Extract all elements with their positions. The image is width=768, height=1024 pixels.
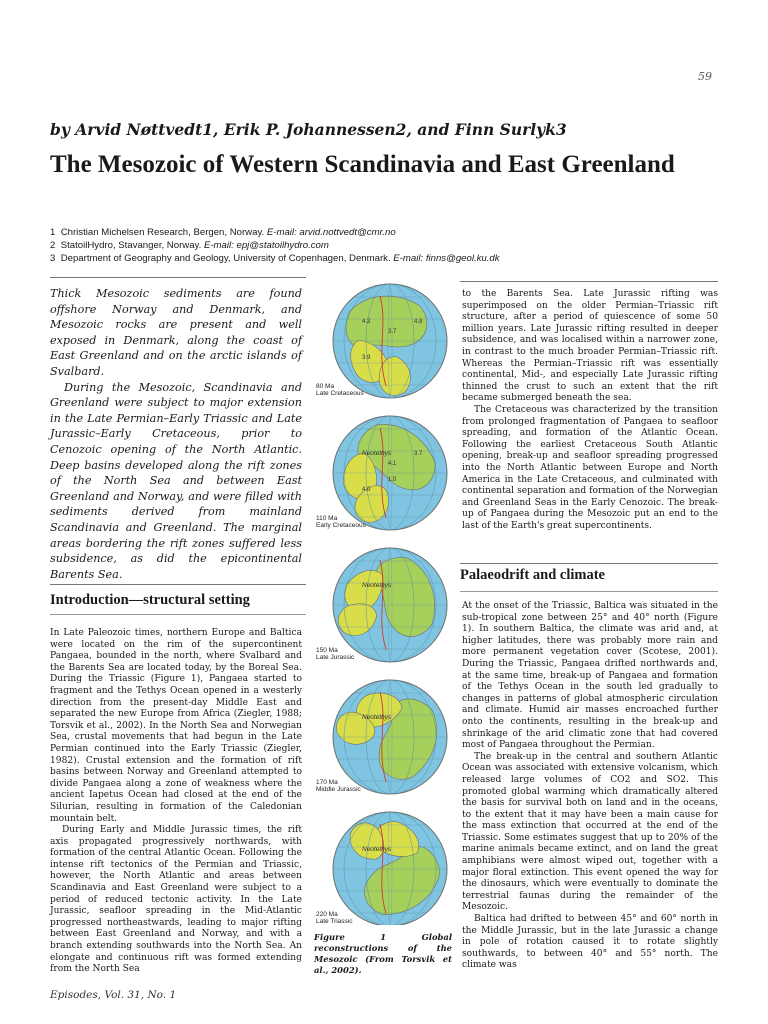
globe-age: 150 Ma <box>316 647 338 654</box>
divider <box>460 563 718 564</box>
globe-period: Late Jurassic <box>316 654 355 661</box>
abstract-paragraph: During the Mesozoic, Scandinavia and Greenland were subject to major extension in the Late Permian–Early Triassic and Late Jurassic–Early Cretaceous, prior to Cenozoic opening of the North Atlantic. Deep basins developed along the rift zones of the North Sea and between East Greenland and Norway, and were filled with sediments derived from mainland Scandinavia and Greenland. The marginal areas bordering the rift zones suffered less subsidence, as did the epicontinental Barents Sea. <box>50 380 302 581</box>
email-link[interactable]: finns@geol.ku.dk <box>425 253 500 264</box>
globe <box>316 548 447 662</box>
body-paragraph: In Late Paleozoic times, northern Europe and Baltica were located on the rim of the supercontinent Pangaea, bounded in the north, where Svalbard and the Barents Sea are located today, by the Boreal Sea. During the Triassic (Figure 1), Pangaea started to fragment and the Tethys Ocean opened in a westerly direction from the present-day Middle East and separated the new Europe from Africa (Ziegler, 1988; Torsvik et al., 2002). In the North Sea and Norwegian Sea, crustal movements that had begun in the Late Permian continued into the Early Triassic (Ziegler, 1982). Crustal extension and the formation of rift basins between Norway and Greenland attempted to divide Pangaea along a zone of weakness where the ancient Iapetus Ocean had closed at the end of the Silurian, resulting in formation of the Caledonian mountain belt. <box>50 628 302 824</box>
globe <box>316 284 447 402</box>
affiliation-1 <box>50 226 720 239</box>
affiliation-number: 3 <box>50 253 56 264</box>
figure-globes <box>314 283 452 925</box>
globe <box>316 411 447 530</box>
globe-label: Neotethys <box>362 846 392 853</box>
divider <box>50 584 306 585</box>
globe-label: Neotethys <box>362 450 392 457</box>
body-paragraph: to the Barents Sea. Late Jurassic rifting was superimposed on the older Permian–Triassic rift structure, after a period of quiescence of some 50 million years. Late Jurassic rifting resulted in deeper subsidence, and was localised within a narrower zone, in contrast to the much broader Permian–Triassic rift. Whereas the Permian–Triassic rift was essentially continental, Mid-, and especially Late Jurassic rifting thinned the crust to such an extent that the rift became submerged beneath the sea. <box>462 289 718 404</box>
divider <box>460 281 718 282</box>
globe-label: 4.8 <box>414 319 423 325</box>
globe-period: Late Triassic <box>316 918 353 925</box>
article-title: The Mesozoic of Western Scandinavia and East Greenland <box>50 151 675 178</box>
affiliation-number: 1 <box>50 227 56 238</box>
body-paragraph: The Cretaceous was characterized by the transition from prolonged fragmentation of Pangaea to seafloor spreading, and formation of the Atlantic Ocean. Following the earliest Cretaceous South Atlantic opening, break-up and seafloor spreading progressed into the North Atlantic between Europe and North America in the Late Cretaceous, and culminated with continental separation and formation of the Norwegian and Greenland Seas in the Early Cenozoic. The break-up of Pangaea during the Mesozoic put an end to the last of the Earth's great supercontinents. <box>462 404 718 531</box>
divider <box>50 614 306 615</box>
globe-label: Neotethys <box>362 714 392 721</box>
globe-label: 4.0 <box>362 487 371 493</box>
divider <box>460 591 718 592</box>
journal-footer: Episodes, Vol. 31, No. 1 <box>50 989 177 1001</box>
globe-label: 3.7 <box>388 329 397 335</box>
globe <box>316 680 448 794</box>
globe-period: Early Cretaceous <box>316 522 366 529</box>
globe-label: 3.7 <box>414 451 423 457</box>
email-label: E-mail: <box>203 240 234 251</box>
affiliation-text: Department of Geography and Geology, University of Copenhagen, Denmark. <box>60 253 391 264</box>
globe-period: Middle Jurassic <box>316 786 361 793</box>
body-column-right-bottom <box>462 601 718 972</box>
globe <box>316 812 451 925</box>
globe-age: 110 Ma <box>316 515 338 522</box>
section-heading-introduction: Introduction—structural setting <box>50 592 250 608</box>
globe-age: 170 Ma <box>316 779 338 786</box>
affiliation-number: 2 <box>50 240 56 251</box>
globe-label: 3.9 <box>362 355 371 361</box>
globe-age: 220 Ma <box>316 911 338 918</box>
affiliation-2 <box>50 239 720 252</box>
email-label: E-mail: <box>393 253 424 264</box>
affiliation-text: Christian Michelsen Research, Bergen, Norway. <box>60 227 265 238</box>
globe-label: 4.1 <box>388 461 397 467</box>
body-paragraph: Baltica had drifted to between 45° and 60° north in the Middle Jurassic, but in the late Jurassic a change in pole of rotation caused it to rotate slightly southwards, to between 40° and 55° north. The climate was <box>462 914 718 971</box>
globe-label: Neotethys <box>362 582 392 589</box>
email-link[interactable]: arvid.nottvedt@cmr.no <box>299 227 396 238</box>
divider <box>50 277 306 278</box>
section-heading-palaeodrift: Palaeodrift and climate <box>460 567 605 583</box>
globe-age: 80 Ma <box>316 383 335 390</box>
email-link[interactable]: epj@statoilhydro.com <box>236 240 329 251</box>
email-label: E-mail: <box>266 227 297 238</box>
affiliations <box>50 226 720 265</box>
figure-caption: Figure 1 Global reconstructions of the Mesozoic (From Torsvik et al., 2002). <box>314 932 452 975</box>
abstract <box>50 286 302 582</box>
globe-period: Late Cretaceous <box>316 390 364 397</box>
body-paragraph: The break-up in the central and southern Atlantic Ocean was associated with extensive volcanism, which released large volumes of CO2 and SO2. This promoted global warming which dramatically altered the basis for survival both on land and in the oceans, to the extent that it may have been a main cause for the mass extinction that occurred at the end of the Triassic. Some estimates suggest that up to 20% of the marine animals became extinct, and on land the great amphibians were almost wiped out, together with a major floral extinction. This event opened the way for the dinosaurs, which were eventually to dominate the terrestrial faunas during the remainder of the Mesozoic. <box>462 751 718 913</box>
body-column-right-top <box>462 289 718 532</box>
globe-label: 1.0 <box>388 477 397 483</box>
affiliation-text: StatoilHydro, Stavanger, Norway. <box>60 240 202 251</box>
page-number: 59 <box>698 70 712 83</box>
body-paragraph: At the onset of the Triassic, Baltica was situated in the sub-tropical zone between 25° and 40° north (Figure 1). In southern Baltica, the climate was arid and, at higher latitudes, there was probably more rain and more permanent vegetation cover (Scotese, 2001). During the Triassic, Pangaea drifted northwards and, at the same time, break-up of Pangaea and formation of the Tethys Ocean in the south led gradually to changes in patterns of global atmospheric circulation and climate. Humid air masses encroached further onto the continents, resulting in the break-up and shrinkage of the arid climatic zone that had covered most of Pangaea throughout the Permian. <box>462 601 718 751</box>
author-line: by Arvid Nøttvedt1, Erik P. Johannessen2, and Finn Surlyk3 <box>50 120 567 139</box>
globe-reconstructions <box>314 283 452 925</box>
globe-label: 4.3 <box>362 319 371 325</box>
body-paragraph: During Early and Middle Jurassic times, the rift axis propagated progressively northwards, with formation of the central Atlantic Ocean. Following the intense rift tectonics of the Permian and Triassic, however, the North Atlantic and areas between Scandinavia and East Greenland were subject to a period of reduced tectonic activity. In the Late Jurassic, seafloor spreading in the Mid-Atlantic progressed northeastwards, leading to major rifting between East Greenland and Norway, and with a branch extending southwards into the North Sea. An elongate and continuous rift was formed extending from the North Sea <box>50 825 302 975</box>
affiliation-3 <box>50 252 720 265</box>
abstract-paragraph: Thick Mesozoic sediments are found offshore Norway and Denmark, and Mesozoic rocks are present and well exposed in Denmark, along the coast of East Greenland and on the arctic islands of Svalbard. <box>50 287 302 378</box>
body-column-left <box>50 628 302 976</box>
